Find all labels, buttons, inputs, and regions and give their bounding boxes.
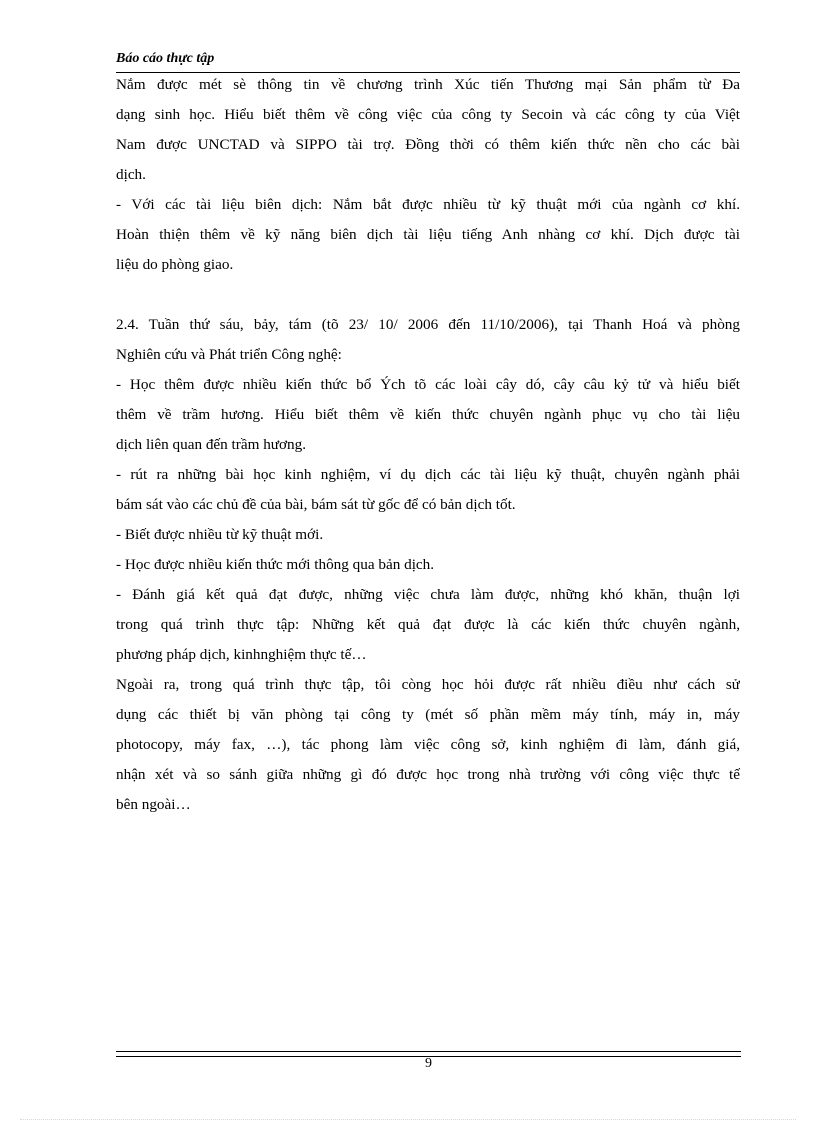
text-line: Nắm được mét sè thông tin về chương trình Xúc tiến Thương mại Sản phẩm từ Đa <box>116 76 740 93</box>
page-edge-divider <box>20 1119 796 1120</box>
text-line: phương pháp dịch, kinhnghiệm thực tế… <box>116 646 367 663</box>
text-line: Ngoài ra, trong quá trình thực tập, tôi còng học hỏi được rất nhiều điều như cách sử <box>116 676 740 693</box>
text-line: trong quá trình thực tập: Những kết quả đạt được là các kiến thức chuyên ngành, <box>116 616 740 633</box>
text-line: Hoàn thiện thêm về kỹ năng biên dịch tài liệu tiếng Anh nhàng cơ khí. Dịch được tài <box>116 226 740 243</box>
text-line: liệu do phòng giao. <box>116 256 234 273</box>
text-line: Nam được UNCTAD và SIPPO tài trợ. Đồng thời có thêm kiến thức nền cho các bài <box>116 136 740 153</box>
text-line: dịch. <box>116 166 146 183</box>
text-line: - Biết được nhiều từ kỹ thuật mới. <box>116 526 324 543</box>
text-line: - rút ra những bài học kinh nghiệm, ví dụ dịch các tài liệu kỹ thuật, chuyên ngành phải <box>116 466 740 483</box>
page-number: 9 <box>425 1056 432 1071</box>
text-line: - Với các tài liệu biên dịch: Nắm bắt được nhiều từ kỹ thuật mới của ngành cơ khí. <box>116 196 740 213</box>
text-line: bên ngoài… <box>116 796 191 813</box>
text-line: - Học thêm được nhiều kiến thức bổ Ých tõ các loài cây dó, cây câu kỷ tử và hiểu biết <box>116 376 740 393</box>
body-text <box>116 70 740 820</box>
text-line: 2.4. Tuần thứ sáu, bảy, tám (tõ 23/ 10/ 2006 đến 11/10/2006), tại Thanh Hoá và phòng <box>116 316 740 333</box>
text-line: thêm về trầm hương. Hiểu biết thêm về kiến thức chuyên ngành phục vụ cho tài liệu <box>116 406 740 423</box>
text-line: bám sát vào các chủ đề của bài, bám sát từ gốc để có bản dịch tốt. <box>116 496 516 513</box>
text-line: dịch liên quan đến trầm hương. <box>116 436 307 453</box>
header-title: Báo cáo thực tập <box>116 51 215 66</box>
text-line: dụng các thiết bị văn phòng tại công ty (mét số phần mềm máy tính, máy in, máy <box>116 706 740 723</box>
text-line: Nghiên cứu và Phát triển Công nghệ: <box>116 346 342 363</box>
paragraph-gap <box>116 280 740 310</box>
text-line: photocopy, máy fax, …), tác phong làm việc công sở, kinh nghiệm đi làm, đánh giá, <box>116 736 740 753</box>
text-line: - Đánh giá kết quả đạt được, những việc chưa làm được, những khó khăn, thuận lợi <box>116 586 740 603</box>
text-line: dạng sinh học. Hiểu biết thêm về công việc của công ty Secoin và các công ty của Việt <box>116 106 740 123</box>
text-line: - Học được nhiều kiến thức mới thông qua bản dịch. <box>116 556 435 573</box>
text-line: nhận xét và so sánh giữa những gì đó được học trong nhà trường với công việc thực tế <box>116 766 740 783</box>
